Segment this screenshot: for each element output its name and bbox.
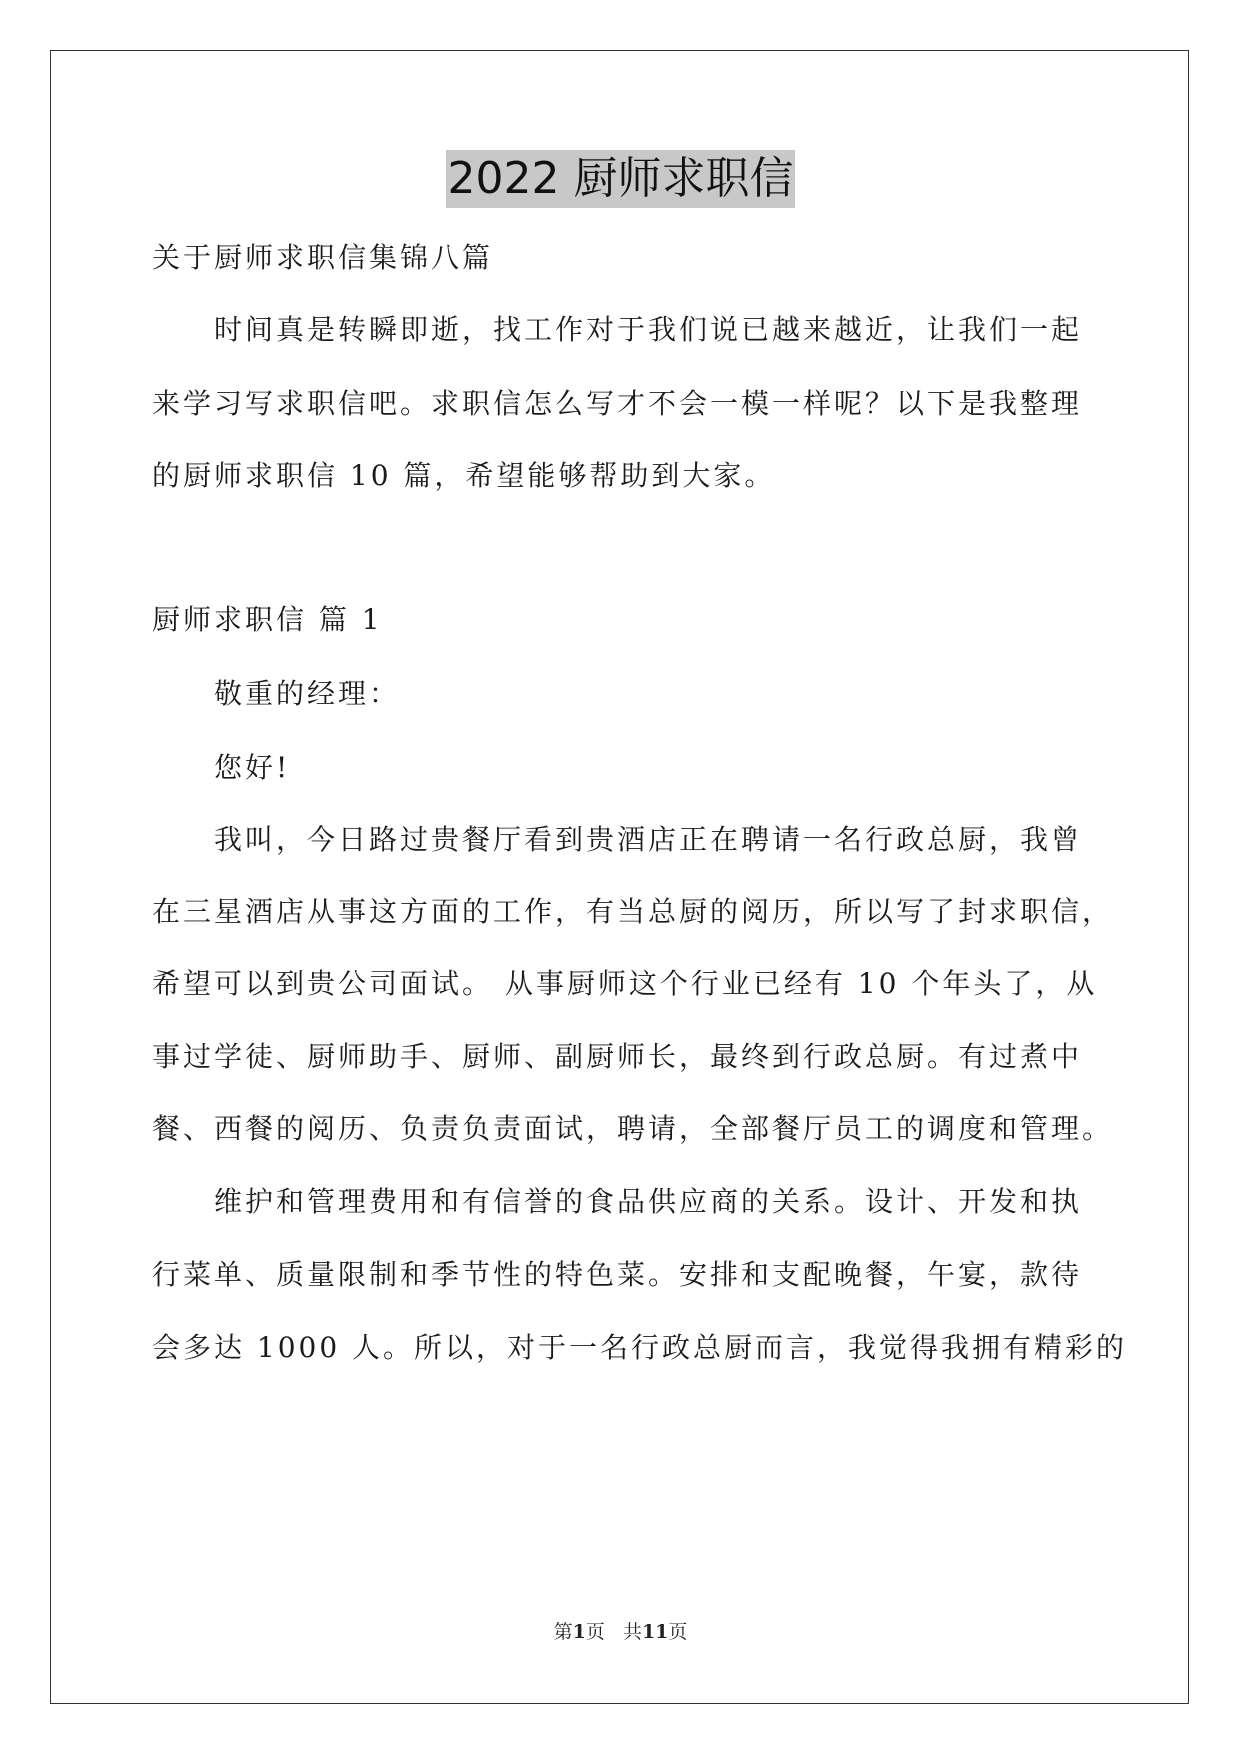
document-title: 2022 厨师求职信 xyxy=(446,150,796,208)
paragraph-line: 我叫，今日路过贵餐厅看到贵酒店正在聘请一名行政总厨，我曾 xyxy=(214,823,1083,856)
paragraph-line: 事过学徒、厨师助手、厨师、副厨师长，最终到行政总厨。有过煮中 xyxy=(152,1040,1083,1073)
current-page-number: 1 xyxy=(572,1621,586,1643)
document-subtitle: 关于厨师求职信集锦八篇 xyxy=(152,241,494,274)
paragraph-line: 希望可以到贵公司面试。 从事厨师这个行业已经有 10 个年头了，从 xyxy=(152,967,1098,1000)
salutation: 敬重的经理： xyxy=(214,677,401,710)
footer-prefix: 第 xyxy=(553,1621,573,1643)
paragraph-line: 在三星酒店从事这方面的工作，有当总厨的阅历，所以写了封求职信， xyxy=(152,895,1114,928)
section-heading: 厨师求职信 篇 1 xyxy=(152,603,383,636)
footer-suffix: 页 xyxy=(668,1621,688,1643)
total-page-count: 11 xyxy=(641,1621,669,1643)
paragraph-line: 来学习写求职信吧。求职信怎么写才不会一模一样呢？以下是我整理 xyxy=(152,387,1083,420)
paragraph-line: 餐、西餐的阅历、负责负责面试，聘请，全部餐厅员工的调度和管理。 xyxy=(152,1112,1114,1145)
paragraph-line: 的厨师求职信 10 篇，希望能够帮助到大家。 xyxy=(152,459,776,492)
paragraph-line: 行菜单、质量限制和季节性的特色菜。安排和支配晚餐，午宴，款待 xyxy=(152,1258,1083,1291)
paragraph-line: 时间真是转瞬即逝，找工作对于我们说已越来越近，让我们一起 xyxy=(214,313,1083,346)
page-border xyxy=(50,50,1189,1704)
paragraph-line: 维护和管理费用和有信誉的食品供应商的关系。设计、开发和执 xyxy=(214,1185,1083,1218)
greeting: 您好! xyxy=(214,751,291,784)
footer-mid: 页 共 xyxy=(585,1621,642,1643)
page-footer xyxy=(0,1620,1241,1644)
paragraph-line: 会多达 1000 人。所以，对于一名行政总厨而言，我觉得我拥有精彩的 xyxy=(152,1331,1128,1364)
title-container xyxy=(0,150,1241,208)
